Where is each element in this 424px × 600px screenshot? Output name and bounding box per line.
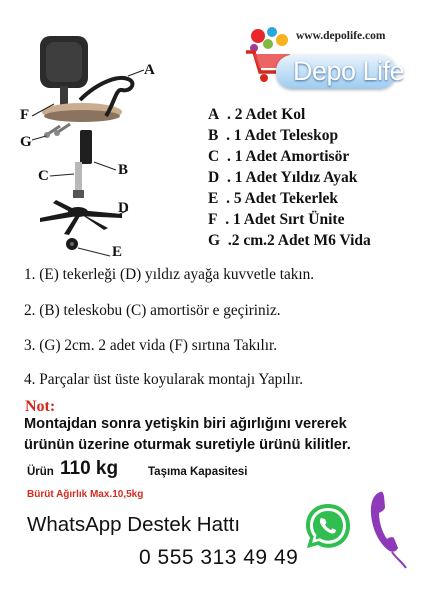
- support-title: WhatsApp Destek Hattı: [27, 513, 241, 536]
- website-url[interactable]: www.depolife.com: [296, 30, 386, 42]
- note-title: Not:: [25, 398, 56, 415]
- legend-item-c: C . 1 Adet Amortisör: [208, 148, 350, 165]
- legend-item-a: A . 2 Adet Kol: [208, 106, 306, 123]
- screw-part: [32, 124, 70, 140]
- gross-weight: Bürüt Ağırlık Max.10,5kg: [27, 489, 144, 500]
- legend-item-b: B . 1 Adet Teleskop: [208, 127, 339, 144]
- support-phone[interactable]: 0 555 313 49 49: [139, 546, 299, 569]
- telescope-part: [80, 130, 116, 170]
- capacity-suffix: Taşıma Kapasitesi: [148, 466, 248, 478]
- chair-diagram: [20, 30, 200, 262]
- legend-item-e: E . 5 Adet Tekerlek: [208, 190, 339, 207]
- capacity-value: 110 kg: [60, 458, 119, 479]
- diagram-label-f: F: [20, 107, 30, 123]
- legend-item-d: D . 1 Adet Yıldız Ayak: [208, 169, 358, 186]
- legend-item-g: G .2 cm.2 Adet M6 Vida: [208, 232, 371, 249]
- note-line-2: ürünün üzerine oturmak suretiyle ürünü kilitler.: [24, 437, 351, 453]
- diagram-label-e: E: [112, 244, 123, 260]
- diagram-label-d: D: [118, 200, 129, 216]
- diagram-label-a: A: [144, 62, 155, 78]
- step-4: 4. Parçalar üst üste koyularak montajı Yapılır.: [24, 371, 304, 388]
- step-3: 3. (G) 2cm. 2 adet vida (F) sırtına Takılır.: [24, 337, 278, 354]
- whatsapp-icon[interactable]: [302, 500, 354, 552]
- diagram-label-b: B: [118, 162, 129, 178]
- star-base-part: [40, 200, 128, 235]
- note-line-1: Montajdan sonra yetişkin biri ağırlığını vererek: [24, 416, 347, 432]
- legend-item-f: F . 1 Adet Sırt Ünite: [208, 211, 345, 228]
- gas-lift-part: [50, 162, 84, 198]
- step-2: 2. (B) teleskobu (C) amortisör e geçiriniz.: [24, 302, 281, 319]
- diagram-label-g: G: [20, 134, 32, 150]
- brand-name: Depo Life: [293, 56, 405, 86]
- caster-part: [66, 238, 110, 256]
- telephone-handset-icon: [366, 488, 410, 572]
- step-1: 1. (E) tekerleği (D) yıldız ayağa kuvvetle takın.: [24, 266, 315, 283]
- diagram-label-c: C: [38, 168, 49, 184]
- capacity-label: Ürün: [27, 466, 54, 478]
